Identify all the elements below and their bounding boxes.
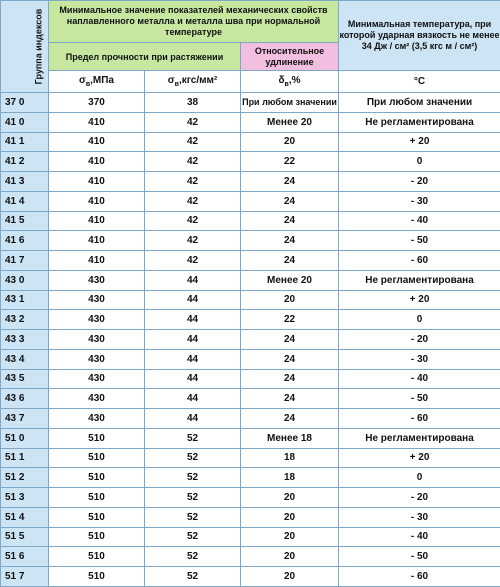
index-cell: 43 5 [1,369,49,389]
table-row [1,310,500,330]
index-cell: 43 6 [1,389,49,409]
index-group-label: Группа индексов [33,9,44,85]
sigma-mpa-cell: 510 [49,448,145,468]
impact-temp-cell: Не регламентирована [339,428,500,448]
elongation-cell: 24 [241,409,339,429]
elongation-cell: 18 [241,468,339,488]
index-cell: 51 4 [1,507,49,527]
sigma-kgf-cell: 44 [145,310,241,330]
impact-temp-cell: - 30 [339,349,500,369]
sigma-mpa-cell: 430 [49,310,145,330]
impact-temp-cell: - 60 [339,409,500,429]
table-row [1,231,500,251]
impact-temp-cell: 0 [339,310,500,330]
elongation-cell: 22 [241,152,339,172]
impact-temp-header: Минимальная температура, при которой ударная вязкость не менее 34 Дж / см² (3,5 кгс м / см²) [339,1,500,71]
elongation-cell: Менее 18 [241,428,339,448]
impact-temp-cell: Не регламентирована [339,112,500,132]
sigma-kgf-cell: 42 [145,172,241,192]
sigma-kgf-cell: 38 [145,93,241,113]
table-row [1,132,500,152]
elongation-header: Относительное удлинение [241,43,339,71]
mech-props-header: Минимальное значение показателей механических свойств наплавленного металла и металла шва при нормальной температуре [49,1,339,43]
sigma-mpa-cell: 510 [49,527,145,547]
index-cell: 43 0 [1,270,49,290]
table-row [1,428,500,448]
table-row [1,507,500,527]
impact-temp-cell: 0 [339,152,500,172]
elongation-cell: 24 [241,211,339,231]
table-row [1,191,500,211]
table-row [1,172,500,192]
elongation-cell: Менее 20 [241,270,339,290]
elongation-cell: Менее 20 [241,112,339,132]
elongation-cell: 20 [241,527,339,547]
sigma-kgf-cell: 42 [145,231,241,251]
elongation-cell: 24 [241,349,339,369]
sigma-mpa-header: $\sigma_в,МПа$ [49,71,145,93]
sigma-mpa-cell: 410 [49,251,145,271]
table-row [1,488,500,508]
sigma-mpa-cell: 430 [49,409,145,429]
sigma-mpa-cell: 430 [49,389,145,409]
sigma-mpa-cell: 430 [49,349,145,369]
table-row [1,330,500,350]
elongation-cell: 24 [241,330,339,350]
sigma-mpa-cell: 410 [49,191,145,211]
sigma-mpa-cell: 410 [49,231,145,251]
sigma-mpa-cell: 430 [49,330,145,350]
index-cell: 43 7 [1,409,49,429]
index-cell: 43 3 [1,330,49,350]
index-group-header [1,1,49,93]
sigma-kgf-cell: 52 [145,488,241,508]
index-cell: 43 2 [1,310,49,330]
index-cell: 41 4 [1,191,49,211]
elongation-cell: 24 [241,251,339,271]
sigma-kgf-cell: 44 [145,290,241,310]
sigma-kgf-cell: 44 [145,330,241,350]
sigma-kgf-cell: 44 [145,270,241,290]
sigma-kgf-cell: 52 [145,448,241,468]
sigma-kgf-cell: 52 [145,507,241,527]
sigma-kgf-cell: 52 [145,428,241,448]
sigma-kgf-cell: 42 [145,132,241,152]
sigma-mpa-cell: 510 [49,547,145,567]
table-row [1,152,500,172]
index-cell: 51 7 [1,567,49,587]
impact-temp-cell: + 20 [339,132,500,152]
elongation-cell: 20 [241,507,339,527]
index-cell: 51 6 [1,547,49,567]
impact-temp-cell: - 60 [339,251,500,271]
elongation-cell: 24 [241,172,339,192]
index-cell: 41 7 [1,251,49,271]
index-cell: 51 3 [1,488,49,508]
sigma-mpa-cell: 510 [49,468,145,488]
index-cell: 41 0 [1,112,49,132]
sigma-kgf-cell: 42 [145,152,241,172]
sigma-kgf-cell: 52 [145,468,241,488]
table-row [1,349,500,369]
sigma-kgf-cell: 52 [145,567,241,587]
sigma-mpa-cell: 430 [49,270,145,290]
sigma-kgf-cell: 44 [145,409,241,429]
impact-temp-cell: - 40 [339,369,500,389]
impact-temp-cell: - 20 [339,330,500,350]
index-cell: 41 3 [1,172,49,192]
impact-temp-cell: Не регламентирована [339,270,500,290]
index-cell: 51 0 [1,428,49,448]
sigma-mpa-cell: 410 [49,211,145,231]
tensile-header: Предел прочности при растяжении [49,43,241,71]
table-row [1,251,500,271]
sigma-kgf-cell: 42 [145,251,241,271]
table-row [1,211,500,231]
sigma-kgf-header: $\sigma_в,кгс$/мм² [145,71,241,93]
table-row [1,409,500,429]
impact-temp-cell: - 20 [339,488,500,508]
sigma-mpa-cell: 510 [49,428,145,448]
index-cell: 41 5 [1,211,49,231]
index-cell: 43 4 [1,349,49,369]
impact-temp-cell: + 20 [339,290,500,310]
impact-temp-cell: 0 [339,468,500,488]
sigma-kgf-cell: 52 [145,547,241,567]
index-cell: 51 2 [1,468,49,488]
impact-temp-cell: - 40 [339,211,500,231]
index-cell: 41 2 [1,152,49,172]
index-cell: 51 1 [1,448,49,468]
elongation-cell: 24 [241,369,339,389]
elongation-cell: 24 [241,191,339,211]
impact-temp-cell: - 50 [339,547,500,567]
elongation-cell: 18 [241,448,339,468]
elongation-cell: 20 [241,290,339,310]
sigma-mpa-cell: 430 [49,369,145,389]
elongation-cell: 20 [241,488,339,508]
elongation-cell: 24 [241,389,339,409]
table-row [1,290,500,310]
elongation-cell: 22 [241,310,339,330]
sigma-kgf-cell: 44 [145,369,241,389]
impact-temp-cell: - 50 [339,231,500,251]
index-cell: 41 6 [1,231,49,251]
impact-temp-cell: - 30 [339,507,500,527]
table-row [1,567,500,587]
table-row [1,270,500,290]
table-row [1,547,500,567]
elongation-cell: 20 [241,567,339,587]
index-cell: 41 1 [1,132,49,152]
index-cell: 51 5 [1,527,49,547]
sigma-mpa-cell: 410 [49,112,145,132]
sigma-mpa-cell: 410 [49,132,145,152]
table-row [1,389,500,409]
impact-temp-cell: При любом значении [339,93,500,113]
table-row [1,468,500,488]
sigma-kgf-cell: 52 [145,527,241,547]
sigma-kgf-cell: 42 [145,112,241,132]
impact-temp-cell: - 30 [339,191,500,211]
table-row [1,448,500,468]
sigma-kgf-cell: 44 [145,349,241,369]
elongation-cell: 24 [241,231,339,251]
sigma-mpa-cell: 410 [49,152,145,172]
table-row [1,527,500,547]
sigma-mpa-cell: 410 [49,172,145,192]
sigma-mpa-cell: 510 [49,567,145,587]
impact-temp-cell: + 20 [339,448,500,468]
sigma-mpa-cell: 430 [49,290,145,310]
sigma-kgf-cell: 42 [145,191,241,211]
table-row [1,93,500,113]
elongation-cell: 20 [241,547,339,567]
impact-temp-cell: - 50 [339,389,500,409]
impact-temp-cell: - 40 [339,527,500,547]
table-row [1,369,500,389]
temp-unit-header: °C [339,71,500,93]
impact-temp-cell: - 60 [339,567,500,587]
elongation-cell: При любом значении [241,93,339,113]
sigma-mpa-cell: 510 [49,488,145,508]
table-row [1,112,500,132]
index-cell: 43 1 [1,290,49,310]
index-cell: 37 0 [1,93,49,113]
sigma-kgf-cell: 42 [145,211,241,231]
sigma-mpa-cell: 510 [49,507,145,527]
delta-header: $\delta_в,\%$ [241,71,339,93]
sigma-kgf-cell: 44 [145,389,241,409]
sigma-mpa-cell: 370 [49,93,145,113]
impact-temp-cell: - 20 [339,172,500,192]
elongation-cell: 20 [241,132,339,152]
